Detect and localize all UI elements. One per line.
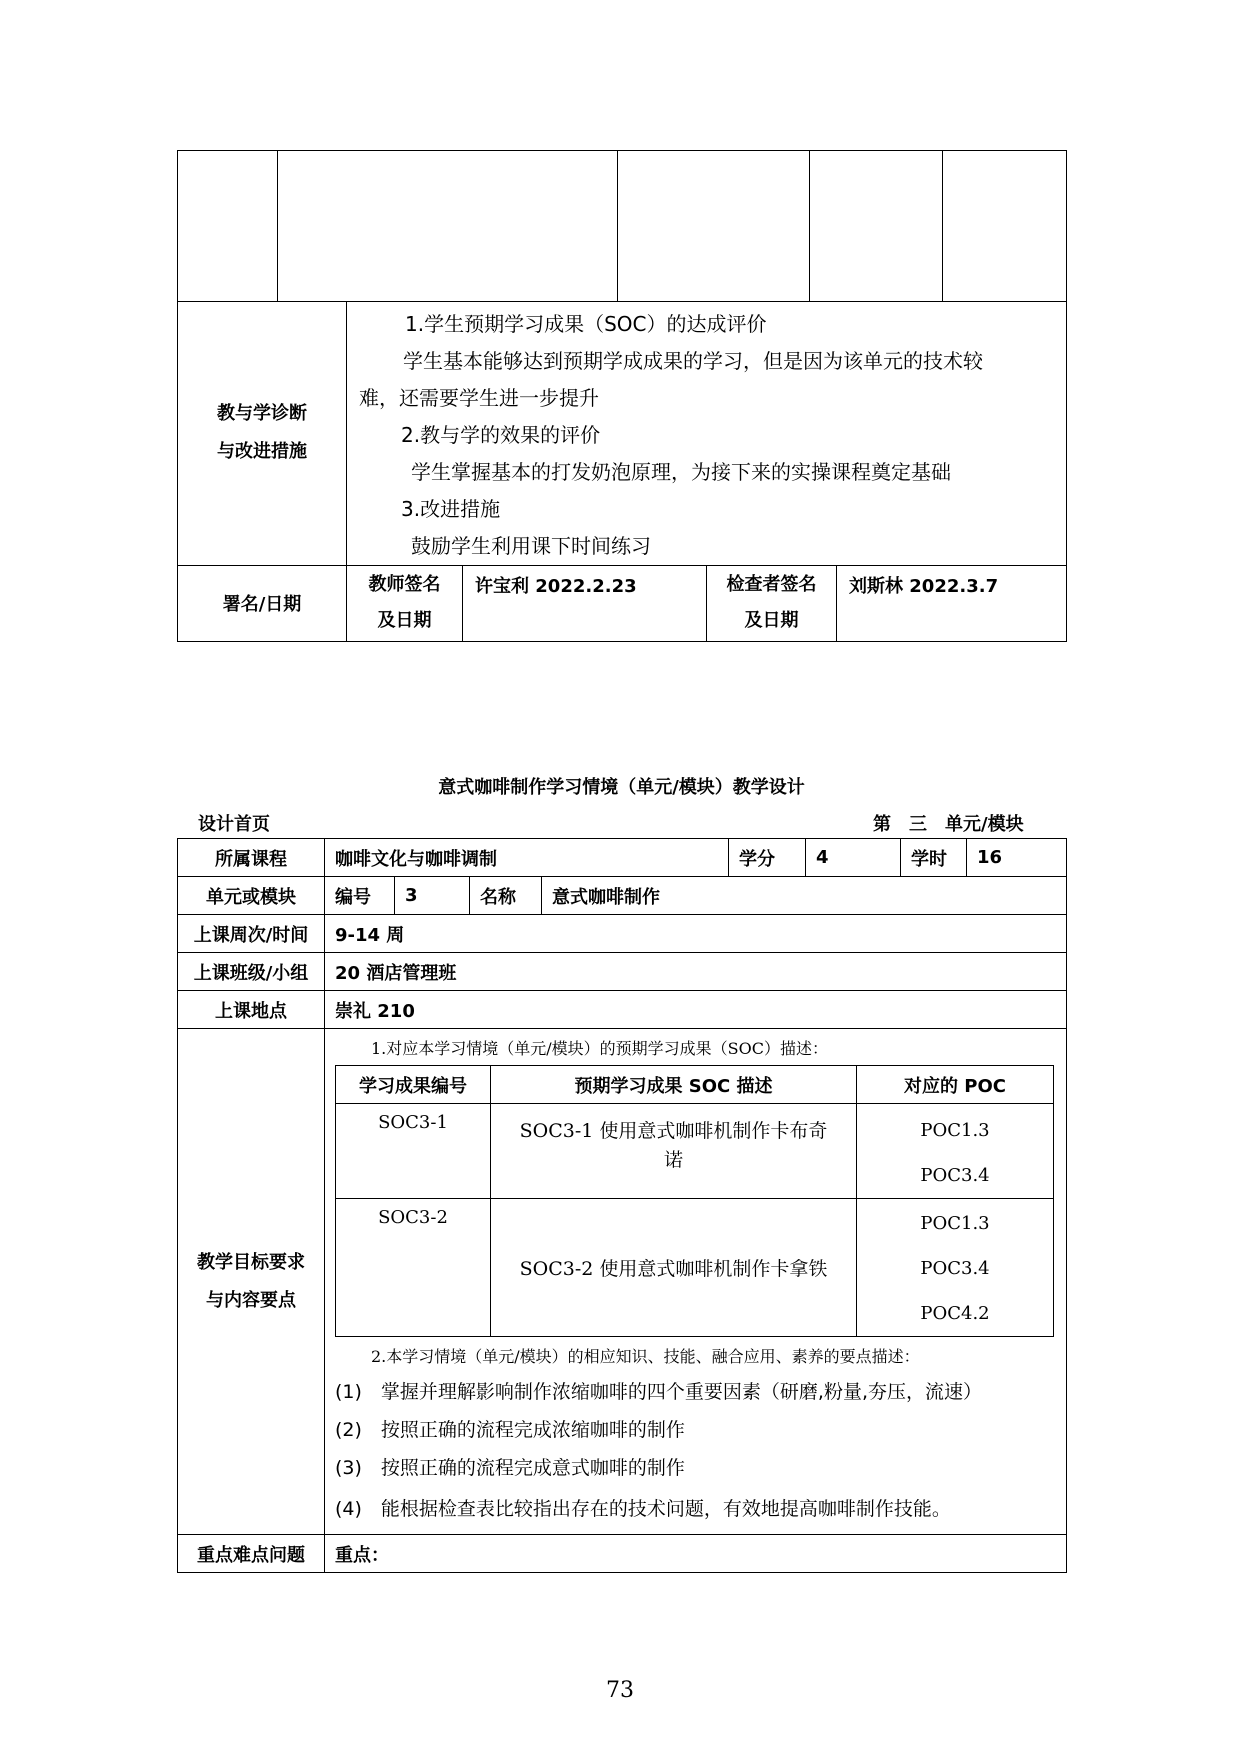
soc-header: 对应的 POC [857,1066,1054,1104]
page-number: 73 [606,1678,634,1703]
teacher-sign-value: 许宝利 2022.2.23 [463,565,707,641]
point-item: (4) 能根据检查表比较指出存在的技术问题，有效地提高咖啡制作技能。 [335,1498,951,1520]
place-label: 上课地点 [178,991,325,1029]
soc-header: 学习成果编号 [336,1066,491,1104]
goal-content [325,1029,1067,1535]
soc-desc: SOC3-2 使用意式咖啡机制作卡拿铁 [491,1199,857,1337]
soc-poc: POC1.3 POC3.4 [857,1104,1054,1199]
credit-label: 学分 [729,839,806,877]
soc-header: 预期学习成果 SOC 描述 [491,1066,857,1104]
soc-intro: 1.对应本学习情境（单元/模块）的预期学习成果（SOC）描述： [371,1039,828,1058]
name-value: 意式咖啡制作 [542,877,1067,915]
soc-table [335,1065,1054,1337]
first-page-label: 设计首页 [198,814,270,835]
place-value: 崇礼 210 [325,991,1067,1029]
empty-cell [810,151,943,301]
number-label: 编号 [325,877,395,915]
teacher-sign-label: 教师签名 及日期 [347,565,463,641]
empty-cell [278,151,618,301]
hours-value: 16 [967,839,1067,877]
top-table [177,150,1066,642]
course-label: 所属课程 [178,839,325,877]
module-label: 单元或模块 [178,877,325,915]
diagnosis-content: 1.学生预期学习成果（SOC）的达成评价 学生基本能够达到预期学成成果的学习，但是因为该单元的技术较 难，还需要学生进一步提升 2.教与学的效果的评价 学生掌握基本的打发奶泡原理，为接下来的实操课程奠定基础 3.改进措施 鼓励学生利用课下时间练习 [347,301,1067,565]
point-item: (2) 按照正确的流程完成浓缩咖啡的制作 [335,1419,685,1441]
number-value: 3 [395,877,470,915]
point-item: (3) 按照正确的流程完成意式咖啡的制作 [335,1457,685,1479]
design-table [177,838,1066,1573]
class-label: 上课班级/小组 [178,953,325,991]
key-label: 重点难点问题 [178,1535,325,1573]
soc-id: SOC3-1 [336,1104,491,1199]
key-value: 重点： [325,1535,1067,1573]
empty-cell [943,151,1067,301]
points-intro: 2.本学习情境（单元/模块）的相应知识、技能、融合应用、素养的要点描述： [371,1347,920,1366]
soc-id: SOC3-2 [336,1199,491,1337]
checker-sign-label: 检查者签名 及日期 [707,565,837,641]
class-value: 20 酒店管理班 [325,953,1067,991]
design-title: 意式咖啡制作学习情境（单元/模块）教学设计 [438,777,805,798]
empty-cell [178,151,278,301]
point-item: (1) 掌握并理解影响制作浓缩咖啡的四个重要因素（研磨,粉量,夯压，流速） [335,1381,982,1403]
name-label: 名称 [470,877,542,915]
course-value: 咖啡文化与咖啡调制 [325,839,729,877]
soc-desc: SOC3-1 使用意式咖啡机制作卡布奇 诺 [491,1104,857,1199]
diagnosis-label: 教与学诊断 与改进措施 [178,301,347,565]
week-value: 9-14 周 [325,915,1067,953]
unit-label: 第 三 单元/模块 [873,814,1024,835]
checker-sign-value: 刘斯林 2022.3.7 [837,565,1067,641]
week-label: 上课周次/时间 [178,915,325,953]
goal-label: 教学目标要求 与内容要点 [178,1029,325,1535]
hours-label: 学时 [901,839,967,877]
soc-poc: POC1.3 POC3.4 POC4.2 [857,1199,1054,1337]
sign-label: 署名/日期 [178,565,347,641]
credit-value: 4 [806,839,901,877]
empty-cell [618,151,810,301]
